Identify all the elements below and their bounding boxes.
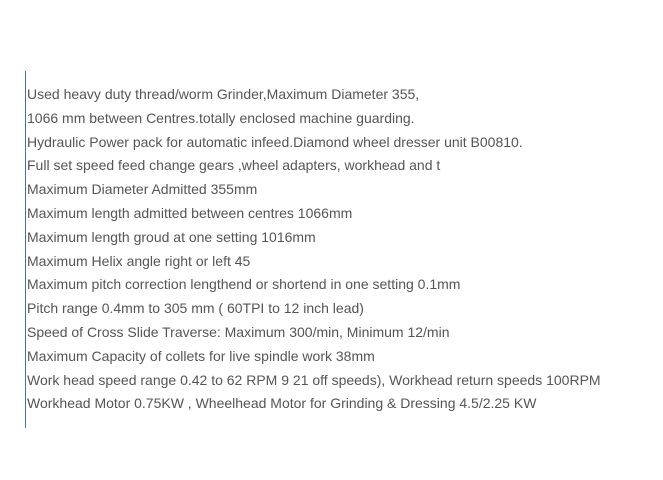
- spec-line: Hydraulic Power pack for automatic infeed.Diamond wheel dresser unit B00810.: [27, 133, 523, 150]
- spec-line: Maximum length admitted between centres 1066mm: [27, 204, 353, 221]
- specification-list: [27, 83, 601, 416]
- spec-line: Workhead Motor 0.75KW , Wheelhead Motor for Grinding & Dressing 4.5/2.25 KW: [27, 395, 537, 412]
- spec-line: Maximum Helix angle right or left 45: [27, 252, 251, 269]
- spec-line: Work head speed range 0.42 to 62 RPM 9 21 off speeds), Workhead return speeds 100RPM: [27, 371, 601, 388]
- spec-line: Maximum Capacity of collets for live spindle work 38mm: [27, 347, 375, 364]
- spec-line: Maximum pitch correction lengthend or shortend in one setting 0.1mm: [27, 276, 461, 293]
- spec-line: Maximum Diameter Admitted 355mm: [27, 181, 258, 198]
- spec-line: Full set speed feed change gears ,wheel adapters, workhead and t: [27, 157, 441, 174]
- spec-line: Speed of Cross Slide Traverse: Maximum 300/min, Minimum 12/min: [27, 323, 450, 340]
- spec-line: Pitch range 0.4mm to 305 mm ( 60TPI to 12 inch lead): [27, 300, 364, 317]
- spec-line: Used heavy duty thread/worm Grinder,Maximum Diameter 355,: [27, 86, 420, 102]
- spec-line: Maximum length groud at one setting 1016mm: [27, 228, 316, 245]
- specification-block: [25, 71, 655, 428]
- spec-line: 1066 mm between Centres.totally enclosed machine guarding.: [27, 109, 415, 126]
